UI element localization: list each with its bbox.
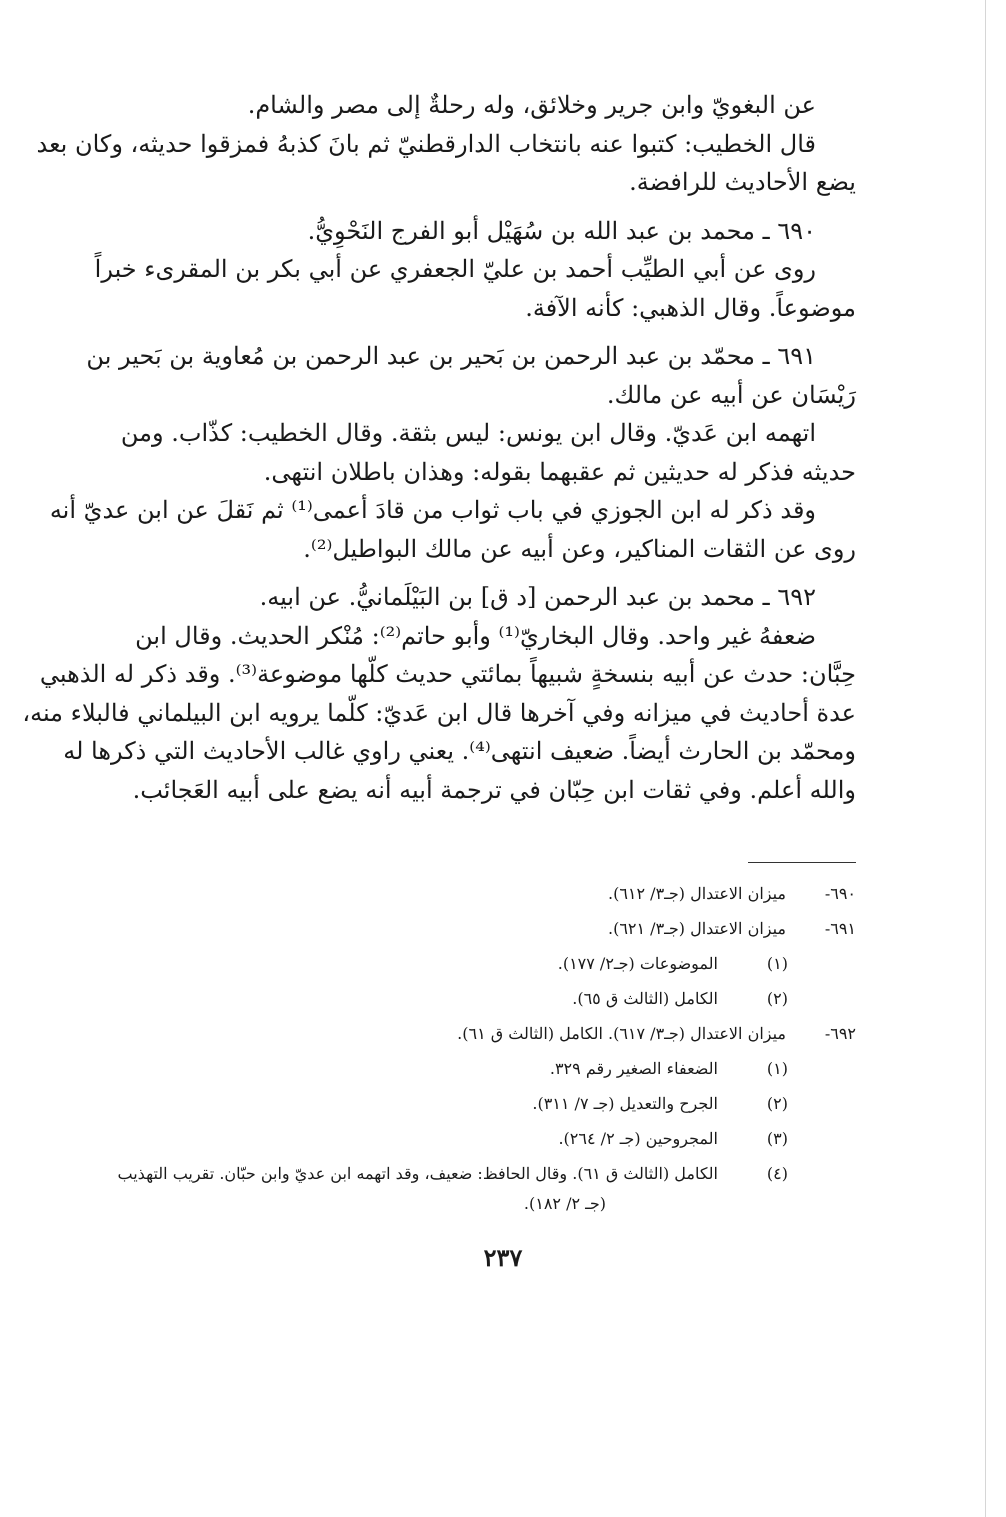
- footnote-item: [96, 876, 856, 911]
- page-edge-line: [985, 0, 986, 1517]
- footnote-text: ميزان الاعتدال (جـ٣/ ٦١٢).: [607, 884, 786, 903]
- footnote-text: الموضوعات (جـ٢/ ١٧٧).: [557, 954, 718, 973]
- footnote-number: ٦٩١-: [824, 919, 856, 938]
- footnote-number: (٣): [766, 1129, 788, 1148]
- footnote-item: [96, 1121, 856, 1156]
- footnote-item: [96, 1086, 856, 1121]
- text-line: ضعفهُ غير واحد. وقال البخاريّ⁽¹⁾ وأبو حاتم⁽²⁾: مُنْكر الحديث. وقال ابن: [135, 621, 816, 650]
- text-line: وقد ذكر له ابن الجوزي في باب ثواب من قادَ أعمى⁽¹⁾ ثم نَقلَ عن ابن عديّ أنه: [49, 496, 816, 524]
- text-line: روى عن أبي الطيِّب أحمد بن عليّ الجعفري عن أبي بكر بن المقرىء خبراً: [94, 255, 816, 283]
- text-line: والله أعلم. وفي ثقات ابن حِبّان في ترجمة أبيه أنه يضع على أبيه العَجائب.: [132, 775, 856, 804]
- footnote-number: (٤): [766, 1164, 788, 1183]
- footnote-text: المجروحين (جـ ٢/ ٢٦٤).: [558, 1129, 718, 1148]
- footnote-number: (١): [766, 954, 788, 973]
- text-line: عدة أحاديث في ميزانه وفي آخرها قال ابن عَديّ: كلّما يرويه ابن البيلماني فالبلاء منه،: [22, 698, 856, 727]
- footnote-number: [606, 1191, 676, 1217]
- text-line: اتهمه ابن عَديّ. وقال ابن يونس: ليس بثقة. وقال الخطيب: كذّاب. ومن: [120, 419, 816, 447]
- footnote-number: ٦٩٠-: [824, 884, 856, 903]
- footnote-number: (٢): [766, 989, 788, 1008]
- text-line: ومحمّد بن الحارث أيضاً. ضعيف انتهى⁽⁴⁾. يعني راوي غالب الأحاديث التي ذكرها له: [63, 737, 856, 765]
- footnote-item: [96, 1051, 856, 1086]
- footnote-item: [96, 911, 856, 946]
- footnote-item: [96, 946, 856, 981]
- footnote-text: (جـ ٢/ ١٨٢).: [523, 1194, 606, 1213]
- footnote-number: (١): [766, 1059, 788, 1078]
- text-line: عن البغويّ وابن جرير وخلائق، وله رحلةٌ إلى مصر والشام.: [247, 91, 816, 119]
- text-line: يضع الأحاديث للرافضة.: [629, 168, 856, 196]
- footnote-text: الكامل (الثالث ق ٦٥).: [572, 989, 718, 1008]
- text-line: روى عن الثقات المناكير، وعن أبيه عن مالك البواطيل⁽²⁾.: [303, 534, 856, 563]
- footnote-text: ميزان الاعتدال (جـ٣/ ٦٢١).: [607, 919, 786, 938]
- footnote-separator: [748, 862, 856, 863]
- text-line: موضوعاً. وقال الذهبي: كأنه الآفة.: [525, 293, 856, 322]
- footnote-item: [96, 981, 856, 1016]
- text-line: حِبَّان: حدث عن أبيه بنسخةٍ شبيهاً بمائتي حديث كلّها موضوعة⁽³⁾. وقد ذكر له الذهبي: [39, 660, 856, 688]
- footnote-text: الضعفاء الصغير رقم ٣٢٩.: [549, 1059, 718, 1078]
- footnote-text: الكامل (الثالث ق ٦١). وقال الحافظ: ضعيف، وقد اتهمه ابن عديّ وابن حبّان. تقريب التهذيب: [117, 1164, 718, 1183]
- footnote-text: الجرح والتعديل (جـ ٧/ ٣١١).: [532, 1094, 718, 1113]
- footnote-number: ٦٩٢-: [824, 1024, 856, 1043]
- footnote-number: (٢): [766, 1094, 788, 1113]
- footnotes: [96, 876, 856, 1217]
- text-line: قال الخطيب: كتبوا عنه بانتخاب الدارقطنيّ ثم بانَ كذبهُ فمزقوا حديثه، وكان بعد: [36, 129, 816, 158]
- text-line: حديثه فذكر له حديثين ثم عقبهما بقوله: وهذان باطلان انتهى.: [263, 457, 856, 486]
- entry-heading-692: ٦٩٢ ـ محمد بن عبد الرحمن [د ق] بن البَيْلَمانيُّ. عن ابيه.: [259, 583, 816, 611]
- entry-heading-691: ٦٩١ ـ محمّد بن عبد الرحمن بن بَحير بن عبد الرحمن بن مُعاوية بن بَحير بن: [86, 342, 816, 370]
- footnote-item: [96, 1191, 856, 1217]
- footnote-item: [96, 1156, 856, 1191]
- main-text: [22, 86, 856, 809]
- entry-heading-690: ٦٩٠ ـ محمد بن عبد الله بن سُهَيْل أبو الفرج النَحْوِيُّ.: [307, 216, 816, 245]
- page-number: ٢٣٧: [483, 1243, 523, 1272]
- text-line: رَيْسَان عن أبيه عن مالك.: [606, 380, 856, 409]
- footnote-item: [96, 1016, 856, 1051]
- footnote-text: ميزان الاعتدال (جـ٣/ ٦١٧). الكامل (الثالث ق ٦١).: [457, 1024, 786, 1043]
